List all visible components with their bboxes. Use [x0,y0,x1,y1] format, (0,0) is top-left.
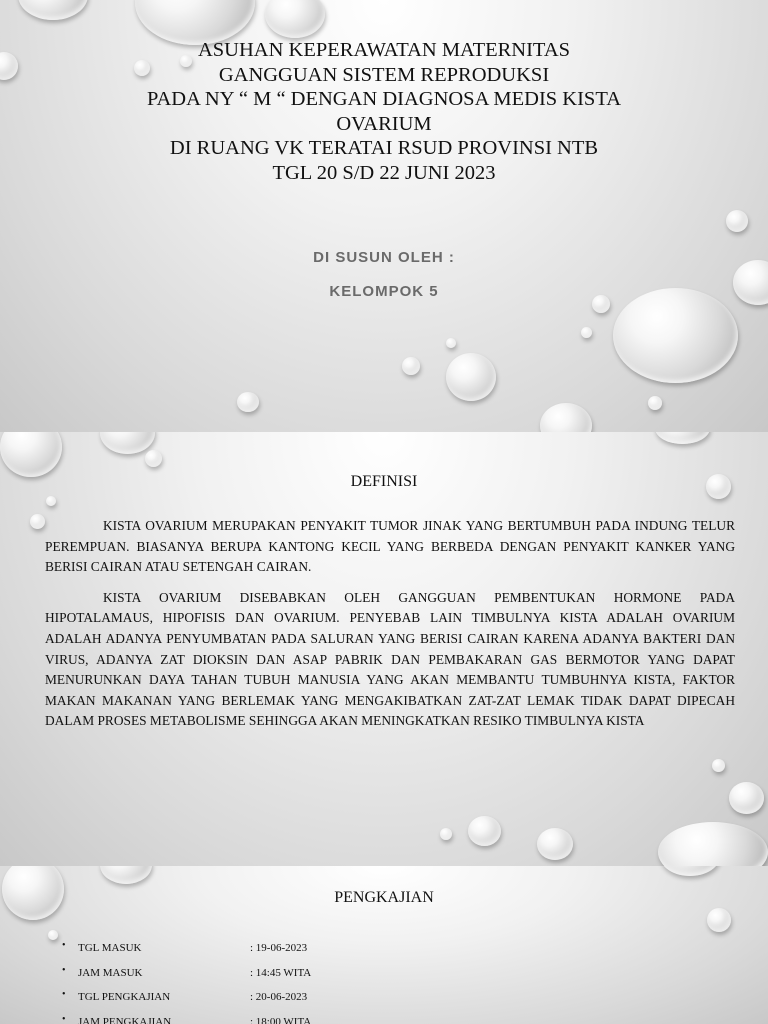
author-group: KELOMPOK 5 [329,283,439,300]
item-label: TGL PENGKAJIAN [78,991,171,1003]
water-drop-decoration [655,432,710,444]
definition-heading: DEFINISI [350,473,418,490]
water-drop-decoration [446,338,456,348]
water-drop-decoration [581,327,592,338]
item-label: JAM MASUK [78,966,143,979]
list-item [62,964,662,989]
title-line: OVARIUM [336,112,432,135]
water-drop-decoration [265,0,325,38]
assessment-heading: PENGKAJIAN [334,889,434,906]
title-slide [0,0,768,432]
assessment-list [62,939,662,1024]
water-drop-decoration [402,357,420,375]
title-line: DI RUANG VK TERATAI RSUD PROVINSI NTB [169,137,599,159]
water-drop-decoration [468,816,501,846]
definition-slide [0,432,768,866]
water-drop-decoration [658,822,768,866]
water-drop-decoration [613,288,738,383]
list-item [62,1013,662,1024]
title-line: ASUHAN KEPERAWATAN MATERNITAS [197,39,571,61]
water-drop-decoration [729,782,764,814]
water-drop-decoration [18,0,88,20]
water-drop-decoration [0,432,62,477]
title-line: TGL 20 S/D 22 JUNI 2023 [272,161,496,184]
water-drop-decoration [537,828,573,860]
presentation-title [0,38,768,185]
water-drop-decoration [726,210,748,232]
water-drop-decoration [145,450,162,467]
assessment-slide [0,866,768,1024]
bullet-icon: • [62,940,66,951]
definition-paragraph: KISTA OVARIUM MERUPAKAN PENYAKIT TUMOR JINAK YANG BERTUMBUH PADA INDUNG TELUR PEREMPUAN. BIASANYA BERUPA KANTONG KECIL YANG BERBEDA DENGAN PENYAKIT KANKER YANG BERISI CAIRAN ATAU SETENGAH CAIRAN. [45,518,735,575]
water-drop-decoration [712,759,725,772]
water-drop-decoration [100,866,152,884]
item-value: : 14:45 WITA [250,966,312,979]
bullet-icon: • [62,989,66,1000]
water-drop-decoration [660,866,720,876]
water-drop-decoration [707,908,731,932]
item-value: : 18:00 WITA [250,1015,312,1024]
water-drop-decoration [30,514,45,529]
water-drop-decoration [100,432,155,454]
title-line: PADA NY “ M “ DENGAN DIAGNOSA MEDIS KISTA [146,88,622,110]
water-drop-decoration [440,828,452,840]
item-value: : 20-06-2023 [250,991,308,1003]
bullet-icon: • [62,964,66,976]
water-drop-decoration [46,496,56,506]
list-item [62,939,662,964]
definition-body [45,516,735,732]
water-drop-decoration [540,403,592,432]
title-line: GANGGUAN SISTEM REPRODUKSI [218,63,550,86]
item-value: : 19-06-2023 [250,942,308,954]
water-drop-decoration [48,930,58,940]
list-item [62,988,662,1013]
author-label: DI SUSUN OLEH : [313,249,455,266]
water-drop-decoration [237,392,259,412]
definition-paragraph: KISTA OVARIUM DISEBABKAN OLEH GANGGUAN PEMBENTUKAN HORMONE PADA HIPOTALAMAUS, HIPOFISIS DAN OVARIUM. PENYEBAB LAIN TIMBULNYA KISTA ADALAH OVARIUM ADALAH ADANYA PENYUMBATAN PADA SALURAN YANG BERISI CAIRAN KARENA ADANYA BAKTERI DAN VIRUS, ADANYA ZAT DIOKSIN DAN ASAP PABRIK DAN PEMBAKARAN GAS BERMOTOR YANG DAPAT MENURUNKAN DAYA TAHAN TUBUH MANUSIA YANG AKAN MEMBANTU TUMBUHNYA KISTA, FAKTOR MAKAN MAKANAN YANG BERLEMAK YANG MENGAKIBATKAN ZAT-ZAT LEMAK TIDAK DAPAT DIPECAH DALAM PROSES METABOLISME SEHINGGA AKAN MENINGKATKAN RESIKO TIMBULNYA KISTA [45,589,735,729]
item-label: JAM PENGKAJIAN [78,1015,172,1024]
bullet-icon: • [62,1013,66,1024]
water-drop-decoration [446,353,496,401]
item-label: TGL MASUK [78,942,142,954]
water-drop-decoration [648,396,662,410]
